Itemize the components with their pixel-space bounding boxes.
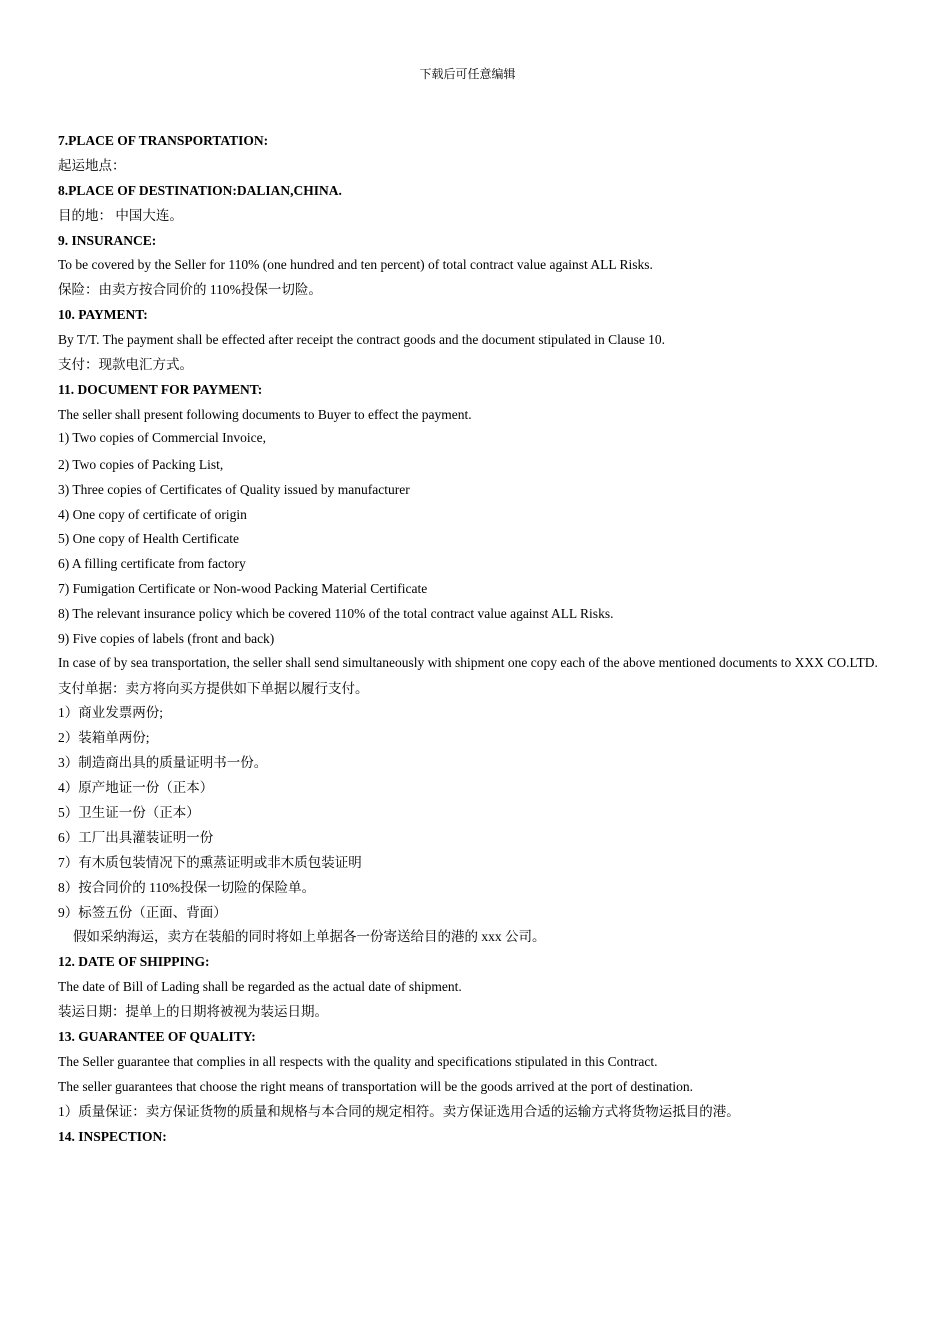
text-line: The seller shall present following documents to Buyer to effect the payment. — [58, 406, 472, 422]
list-item: 8）按合同价的 110%投保一切险的保险单。 — [58, 879, 316, 895]
document-body — [58, 131, 888, 1151]
section-heading-document-for-payment: 11. DOCUMENT FOR PAYMENT: — [58, 381, 263, 397]
section-heading-inspection: 14. INSPECTION: — [58, 1128, 167, 1144]
section-heading-date-of-shipping: 12. DATE OF SHIPPING: — [58, 954, 210, 970]
list-item: 9）标签五份（正面、背面） — [58, 904, 227, 920]
section-heading-place-of-transportation: 7.PLACE OF TRANSPORTATION: — [58, 133, 269, 148]
text-line: 1）质量保证：卖方保证货物的质量和规格与本合同的规定相符。卖方保证选用合适的运输方式将货物运抵目的港。 — [58, 1103, 740, 1119]
text-line: 目的地： 中国大连。 — [58, 207, 183, 223]
section-heading-place-of-destination: 8.PLACE OF DESTINATION:DALIAN,CHINA. — [58, 182, 342, 198]
section-heading-guarantee-of-quality: 13. GUARANTEE OF QUALITY: — [58, 1029, 256, 1044]
text-line: The Seller guarantee that complies in all respects with the quality and specifications stipulated in this Contract. — [58, 1053, 658, 1069]
text-line: 起运地点： — [58, 157, 126, 173]
list-item: 3）制造商出具的质量证明书一份。 — [58, 755, 268, 771]
list-item: 5) One copy of Health Certificate — [58, 531, 240, 547]
text-paragraph: In case of by sea transportation, the seller shall send simultaneously with shipment one copy each of the above mentioned documents to XXX CO.LTD. — [58, 654, 878, 670]
list-item: 7) Fumigation Certificate or Non-wood Packing Material Certificate — [58, 581, 428, 597]
list-item: 6) A filling certificate from factory — [58, 556, 246, 572]
text-line: To be covered by the Seller for 110% (one hundred and ten percent) of total contract value against ALL Risks. — [58, 257, 653, 273]
text-line: 支付单据：卖方将向买方提供如下单据以履行支付。 — [58, 680, 369, 696]
section-heading-payment: 10. PAYMENT: — [58, 307, 148, 323]
list-item: 4）原产地证一份（正本） — [58, 780, 214, 796]
list-item: 3) Three copies of Certificates of Quality issued by manufacturer — [58, 481, 410, 497]
list-item: 8) The relevant insurance policy which be covered 110% of the total contract value against ALL Risks. — [58, 606, 614, 622]
list-item: 2）装箱单两份; — [58, 730, 150, 746]
list-item: 9) Five copies of labels (front and back) — [58, 631, 275, 647]
page-header: 下载后可任意编辑 — [419, 67, 516, 81]
text-line: 装运日期：提单上的日期将被视为装运日期。 — [58, 1004, 328, 1020]
text-line: 假如采纳海运，卖方在装船的同时将如上单据各一份寄送给目的港的 xxx 公司。 — [73, 929, 546, 945]
text-line: The date of Bill of Lading shall be regarded as the actual date of shipment. — [58, 979, 462, 995]
text-line: The seller guarantees that choose the right means of transportation will be the goods arrived at the port of destination. — [58, 1078, 694, 1094]
list-item: 4) One copy of certificate of origin — [58, 506, 247, 522]
list-item: 6）工厂出具灌装证明一份 — [58, 829, 214, 845]
list-item: 1) Two copies of Commercial Invoice, — [58, 429, 266, 445]
text-line: By T/T. The payment shall be effected after receipt the contract goods and the document stipulated in Clause 10. — [58, 332, 666, 348]
list-item: 7）有木质包装情况下的熏蒸证明或非木质包装证明 — [58, 854, 362, 870]
list-item: 2) Two copies of Packing List, — [58, 456, 224, 472]
text-line: 保险：由卖方按合同价的 110%投保一切险。 — [58, 282, 322, 298]
list-item: 5）卫生证一份（正本） — [58, 804, 200, 820]
section-heading-insurance: 9. INSURANCE: — [58, 232, 157, 248]
text-line: 支付：现款电汇方式。 — [58, 357, 193, 373]
list-item: 1）商业发票两份; — [58, 705, 164, 721]
